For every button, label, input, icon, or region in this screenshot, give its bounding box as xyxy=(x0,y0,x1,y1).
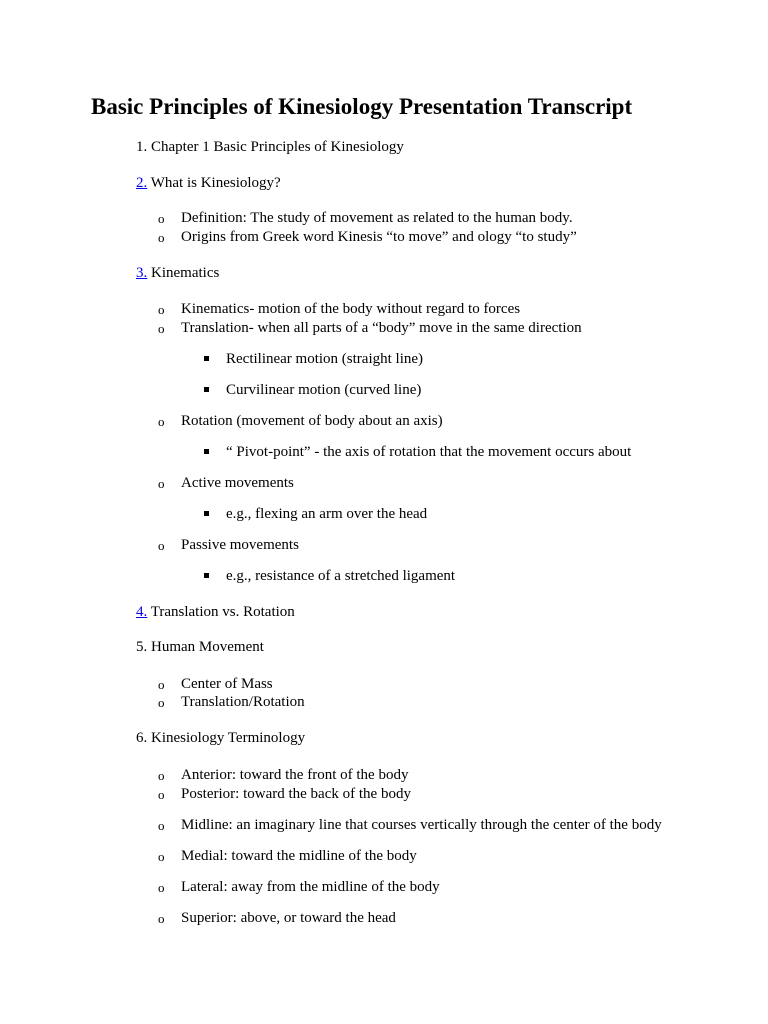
circle-bullet-icon: o xyxy=(158,230,165,245)
section-heading xyxy=(136,263,219,283)
square-bullet-icon xyxy=(204,387,209,392)
section-link[interactable]: 3. xyxy=(136,265,148,281)
circle-bullet-icon: o xyxy=(158,911,165,926)
section-heading xyxy=(136,602,295,622)
sub-list-item: “ Pivot-point” - the axis of rotation that the movement occurs about xyxy=(226,444,632,460)
list-item: Lateral: away from the midline of the body xyxy=(181,879,440,895)
circle-bullet-icon: o xyxy=(158,695,165,710)
circle-bullet-icon: o xyxy=(158,787,165,802)
document-title: Basic Principles of Kinesiology Presentation Transcript xyxy=(91,94,633,119)
circle-bullet-icon: o xyxy=(158,768,165,783)
circle-bullet-icon: o xyxy=(158,538,165,553)
list-item: Superior: above, or toward the head xyxy=(181,910,396,926)
circle-bullet-icon: o xyxy=(158,476,165,491)
circle-bullet-icon: o xyxy=(158,849,165,864)
section-text: Kinesiology Terminology xyxy=(151,730,306,746)
section-link[interactable]: 2. xyxy=(136,175,148,191)
list-item: Midline: an imaginary line that courses vertically through the center of the body xyxy=(181,817,662,833)
section-heading xyxy=(136,137,404,157)
section-heading xyxy=(136,637,264,657)
section-heading xyxy=(136,173,281,193)
section-text: Kinematics xyxy=(151,265,220,281)
square-bullet-icon xyxy=(204,449,209,454)
list-item: Rotation (movement of body about an axis) xyxy=(181,413,443,429)
list-item: Translation- when all parts of a “body” move in the same direction xyxy=(181,320,582,336)
square-bullet-icon xyxy=(204,573,209,578)
circle-bullet-icon: o xyxy=(158,321,165,336)
list-item: Passive movements xyxy=(181,537,299,553)
list-item: Posterior: toward the back of the body xyxy=(181,786,411,802)
section-number: 1. xyxy=(136,139,148,155)
sub-list-item: Rectilinear motion (straight line) xyxy=(226,351,424,367)
list-item: Translation/Rotation xyxy=(181,694,305,710)
list-item: Anterior: toward the front of the body xyxy=(181,767,409,783)
sub-list-item: e.g., flexing an arm over the head xyxy=(226,506,428,522)
square-bullet-icon xyxy=(204,356,209,361)
section-text: Translation vs. Rotation xyxy=(150,604,295,620)
circle-bullet-icon: o xyxy=(158,880,165,895)
square-bullet-icon xyxy=(204,511,209,516)
sub-list-item: Curvilinear motion (curved line) xyxy=(226,382,422,398)
section-text: Chapter 1 Basic Principles of Kinesiology xyxy=(151,139,404,155)
section-number: 6. xyxy=(136,730,148,746)
section-link[interactable]: 4. xyxy=(136,604,148,620)
list-item: Origins from Greek word Kinesis “to move” and ology “to study” xyxy=(181,229,577,245)
list-item: Kinematics- motion of the body without regard to forces xyxy=(181,301,521,317)
section-number: 5. xyxy=(136,639,148,655)
circle-bullet-icon: o xyxy=(158,818,165,833)
list-item: Center of Mass xyxy=(181,676,273,692)
section-heading xyxy=(136,728,305,748)
section-text: What is Kinesiology? xyxy=(150,175,281,191)
list-item: Medial: toward the midline of the body xyxy=(181,848,417,864)
list-item: Active movements xyxy=(181,475,294,491)
sub-list-item: e.g., resistance of a stretched ligament xyxy=(226,568,456,584)
circle-bullet-icon: o xyxy=(158,414,165,429)
circle-bullet-icon: o xyxy=(158,211,165,226)
circle-bullet-icon: o xyxy=(158,302,165,317)
section-text: Human Movement xyxy=(151,639,264,655)
list-item: Definition: The study of movement as related to the human body. xyxy=(181,210,573,226)
circle-bullet-icon: o xyxy=(158,677,165,692)
